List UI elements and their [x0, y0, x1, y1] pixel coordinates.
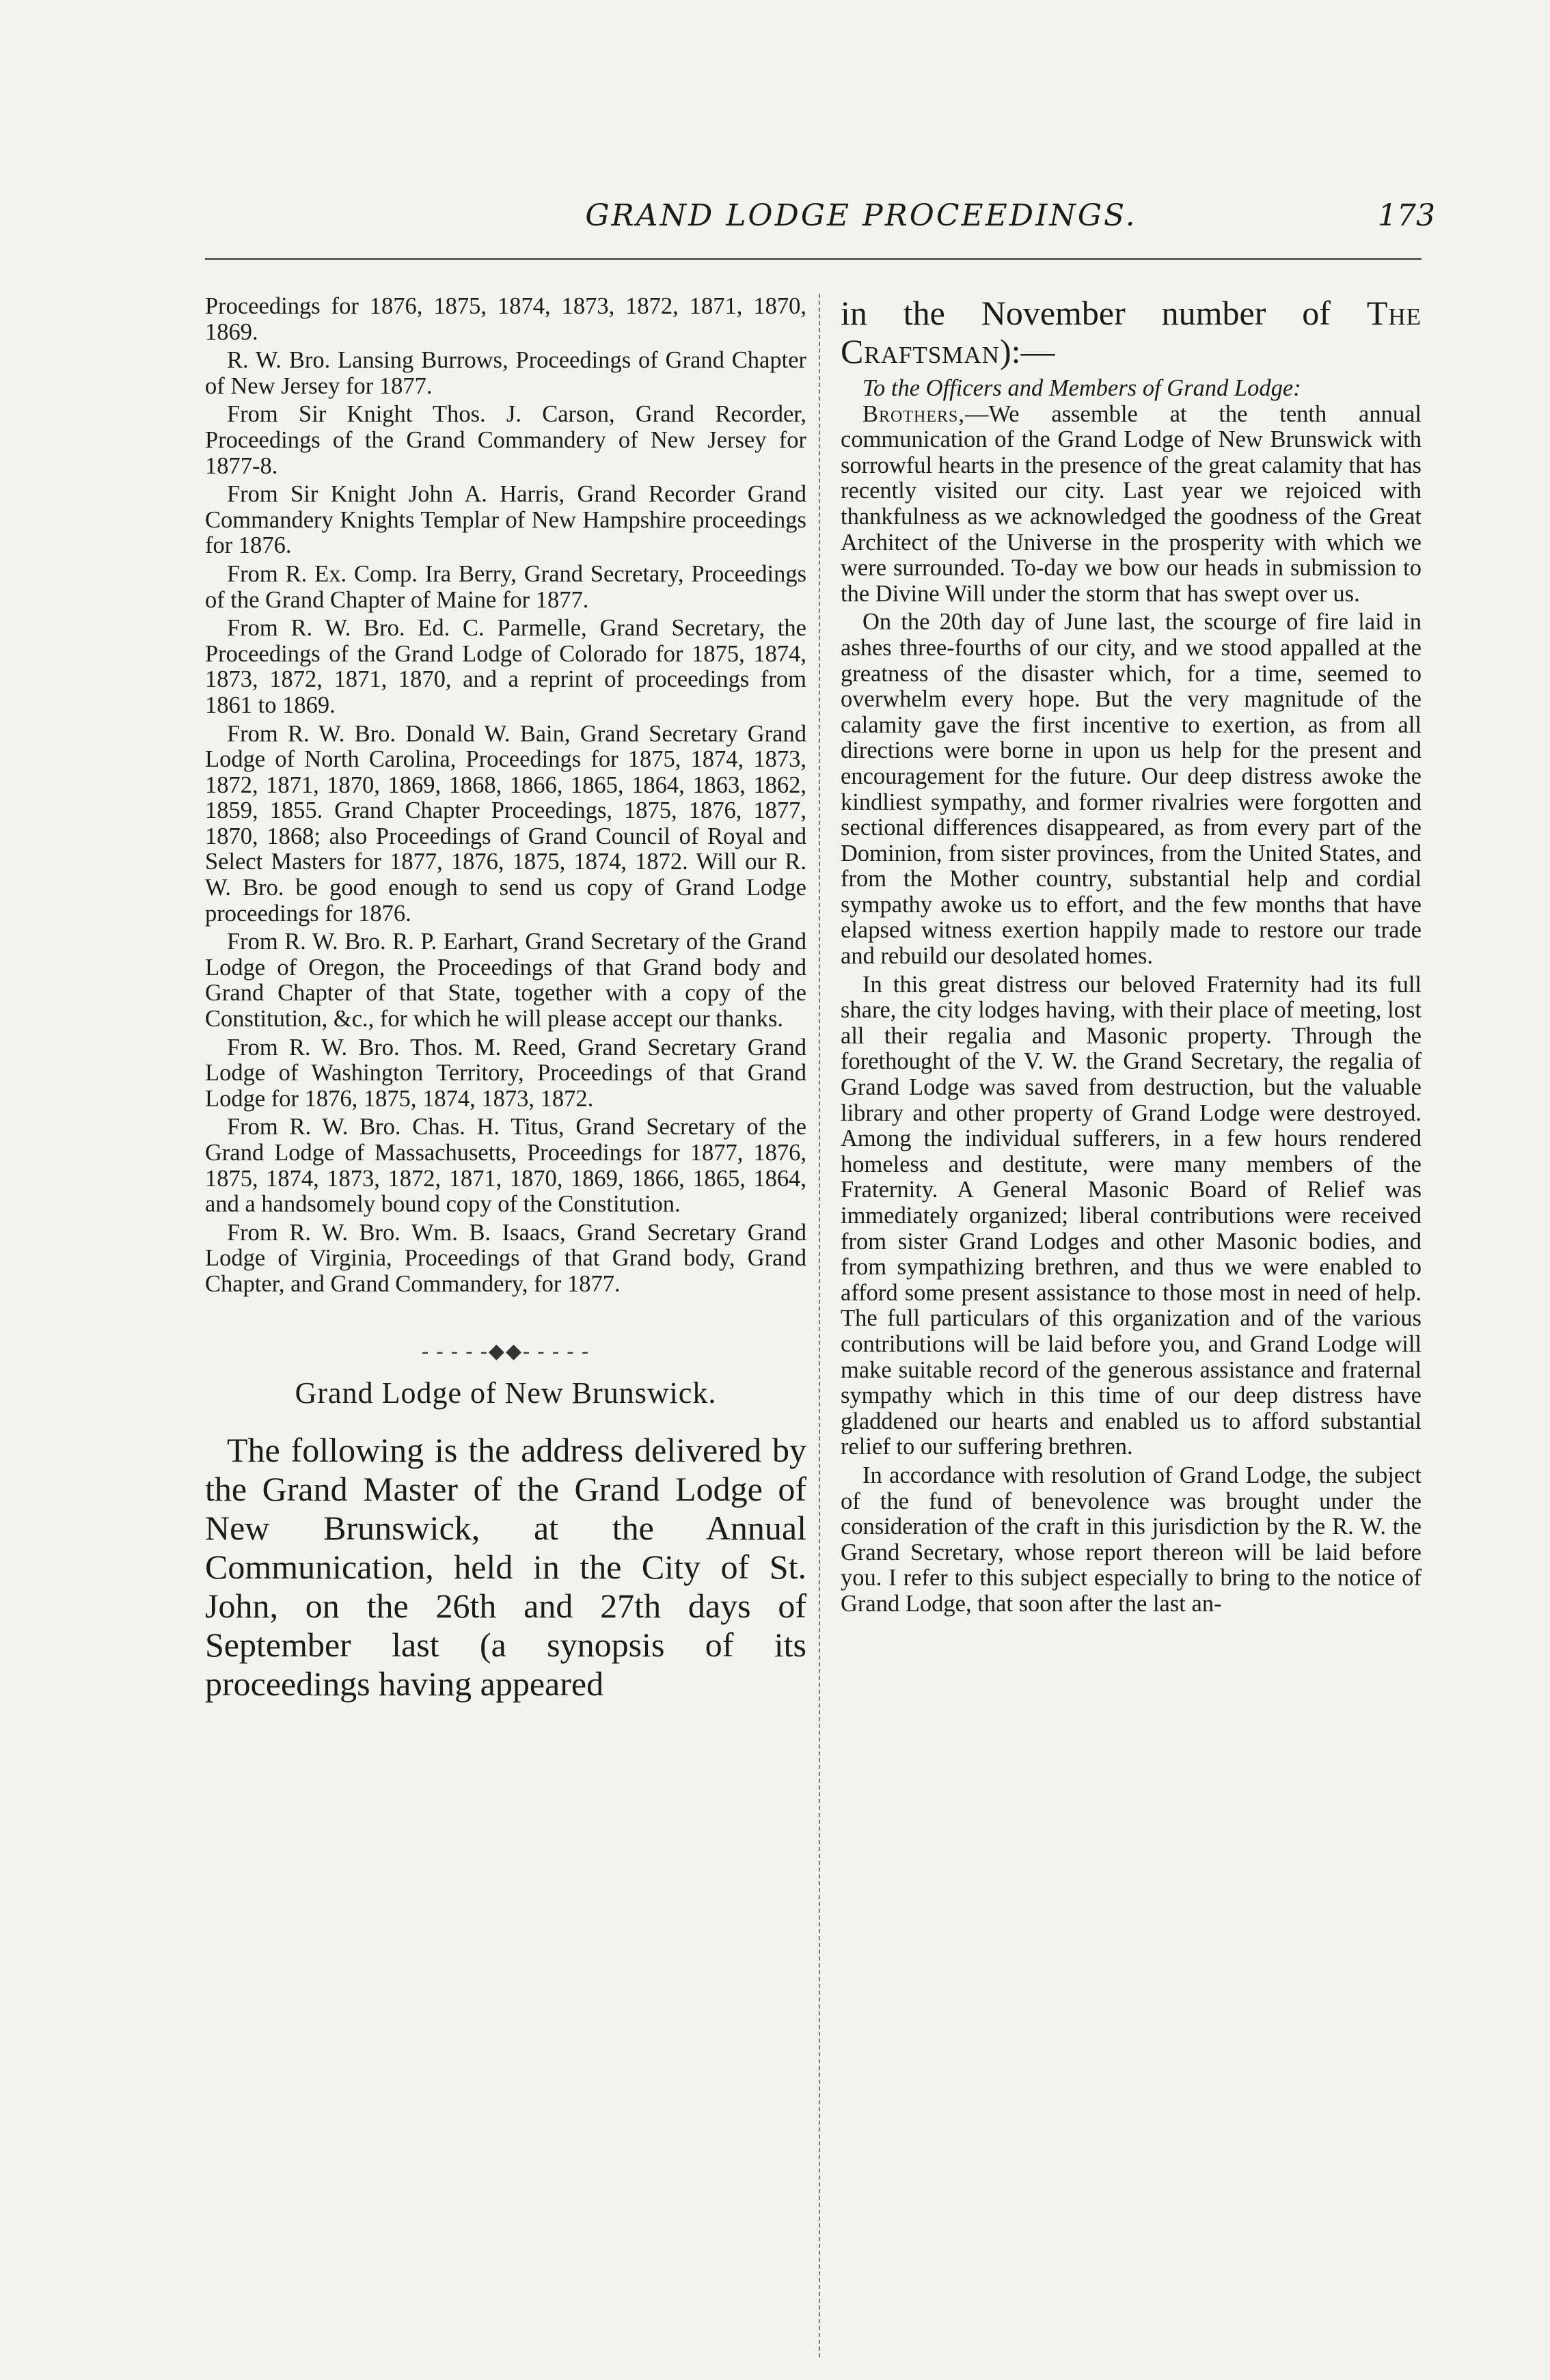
lead-text: in the November number of [841, 294, 1331, 332]
running-title: GRAND LODGE PROCEEDINGS. [585, 198, 1137, 233]
running-head [205, 198, 1435, 246]
paragraph: From R. Ex. Comp. Ira Berry, Grand Secretary, Proceedings of the Grand Chapter of Maine for 1877. [205, 560, 806, 613]
paragraph: From R. W. Bro. Chas. H. Titus, Grand Secretary of the Grand Lodge of Massachusetts, Proceedings for 1877, 1876, 1875, 1874, 1873, 1872, 1871, 1870, 1869, 1866, 1865, 1864, and a handsomely bound copy of the Constitution. [205, 1114, 806, 1218]
paragraph: From R. W. Bro. Ed. C. Parmelle, Grand Secretary, the Proceedings of the Grand Lodge of Colorado for 1875, 1874, 1873, 1872, 1871, 1870, and a reprint of proceedings from 1861 to 1869. [205, 615, 806, 718]
publication-name: The Craftsman [841, 294, 1422, 370]
paragraph: On the 20th day of June last, the scourge of fire laid in ashes three-fourths of our city, and we stood appalled at the greatness of the disaster which, for a time, seemed to overwhelm every hope. But the very magnitude of the calamity gave the first incentive to exertion, as from all directions were borne in upon us help for the present and encouragement for the future. Our deep distress awoke the kindliest sympathy, and former rivalries were forgotten and sectional differences disappeared, as from every part of the Dominion, from sister provinces, from the United States, and from the Mother country, substantial help and cordial sympathy awoke us to effort, and the few months that have elapsed witness exertion happily made to restore our trade and rebuild our desolated homes. [841, 609, 1422, 970]
lead-tail: ):— [999, 332, 1055, 370]
paragraph: From R. W. Bro. Thos. M. Reed, Grand Secretary Grand Lodge of Washington Territory, Proceedings of that Grand Lodge for 1876, 1875, 1874, 1873, 1872. [205, 1034, 806, 1112]
paragraph: From Sir Knight John A. Harris, Grand Recorder Grand Commandery Knights Templar of New Hampshire proceedings for 1876. [205, 481, 806, 559]
brothers-label: Brothers, [862, 400, 965, 427]
paragraph: In this great distress our beloved Fraternity had its full share, the city lodges having, with their place of meeting, lost all their regalia and Masonic property. Through the forethought of the V. W. the Grand Secretary, the regalia of Grand Lodge was saved from destruction, but the valuable library and other property of Grand Lodge were destroyed. Among the individual sufferers, in a few hours rendered homeless and destitute, were many members of the Fraternity. A General Masonic Board of Relief was immediately organized; liberal contributions were received from sister Grand Lodges and other Masonic bodies, and from sympathizing brethren, and thus we were enabled to afford some present assistance to those most in need of help. The full particulars of this organization and of the various contributions will be laid before you, and Grand Lodge will make suitable record of the generous assistance and fraternal sympathy which in this time of our deep distress have gladdened our hearts and enabled us to afford substantial relief to our suffering brethren. [841, 971, 1422, 1460]
paragraph: R. W. Bro. Lansing Burrows, Proceedings of Grand Chapter of New Jersey for 1877. [205, 347, 806, 399]
paragraph: From R. W. Bro. R. P. Earhart, Grand Secretary of the Grand Lodge of Oregon, the Proceedings of that Grand body and Grand Chapter of that State, together with a copy of the Constitution, &c., for which he will please accept our thanks. [205, 929, 806, 1032]
column-divider [819, 294, 820, 2357]
section-heading: Grand Lodge of New Brunswick. [295, 1376, 717, 1410]
paragraph: Proceedings for 1876, 1875, 1874, 1873, 1872, 1871, 1870, 1869. [205, 293, 806, 345]
page-number: 173 [1378, 198, 1435, 233]
section-ornament: - - - - -◆◆- - - - - [421, 1339, 590, 1363]
lead-paragraph: The following is the address delivered by the Grand Master of the Grand Lodge of New Brunswick, at the Annual Communication, held in the City of St. John, on the 26th and 27th days of September last (a synopsis of its proceedings having appeared [205, 1430, 806, 1703]
paragraph: From Sir Knight Thos. J. Carson, Grand Recorder, Proceedings of the Grand Commandery of New Jersey for 1877-8. [205, 401, 806, 479]
paragraph: In accordance with resolution of Grand Lodge, the subject of the fund of benevolence was brought under the consideration of the craft in this jurisdiction by the R. W. the Grand Secretary, whose report thereon will be laid before you. I refer to this subject especially to bring to the notice of Grand Lodge, that soon after the last an- [841, 1462, 1422, 1617]
paragraph: From R. W. Bro. Donald W. Bain, Grand Secretary Grand Lodge of North Carolina, Proceedings for 1875, 1874, 1873, 1872, 1871, 1870, 1869, 1868, 1866, 1865, 1864, 1863, 1862, 1859, 1855. Grand Chapter Proceedings, 1875, 1876, 1877, 1870, 1868; also Proceedings of Grand Council of Royal and Select Masters for 1877, 1876, 1875, 1874, 1872. Will our R. W. Bro. be good enough to send us copy of Grand Lodge proceedings for 1876. [205, 720, 806, 927]
continued-lead [841, 294, 1422, 370]
right-column [841, 294, 1422, 1620]
left-column [205, 294, 806, 1704]
salutation: To the Officers and Members of Grand Lodge: [862, 375, 1301, 401]
paragraph: From R. W. Bro. Wm. B. Isaacs, Grand Secretary Grand Lodge of Virginia, Proceedings of that Grand body, Grand Chapter, and Grand Commandery, for 1877. [205, 1219, 806, 1297]
paragraph-text: —We assemble at the tenth annual communication of the Grand Lodge of New Brunswick with sorrowful hearts in the presence of the great calamity that has recently visited our city. Last year we rejoiced with thankfulness as we acknowledged the goodness of the Great Architect of the Universe in the prosperity with which we were surrounded. To-day we bow our heads in submission to the Divine Will under the storm that has swept over us. [841, 400, 1422, 607]
header-rule [205, 258, 1422, 260]
paragraph [841, 402, 1422, 607]
